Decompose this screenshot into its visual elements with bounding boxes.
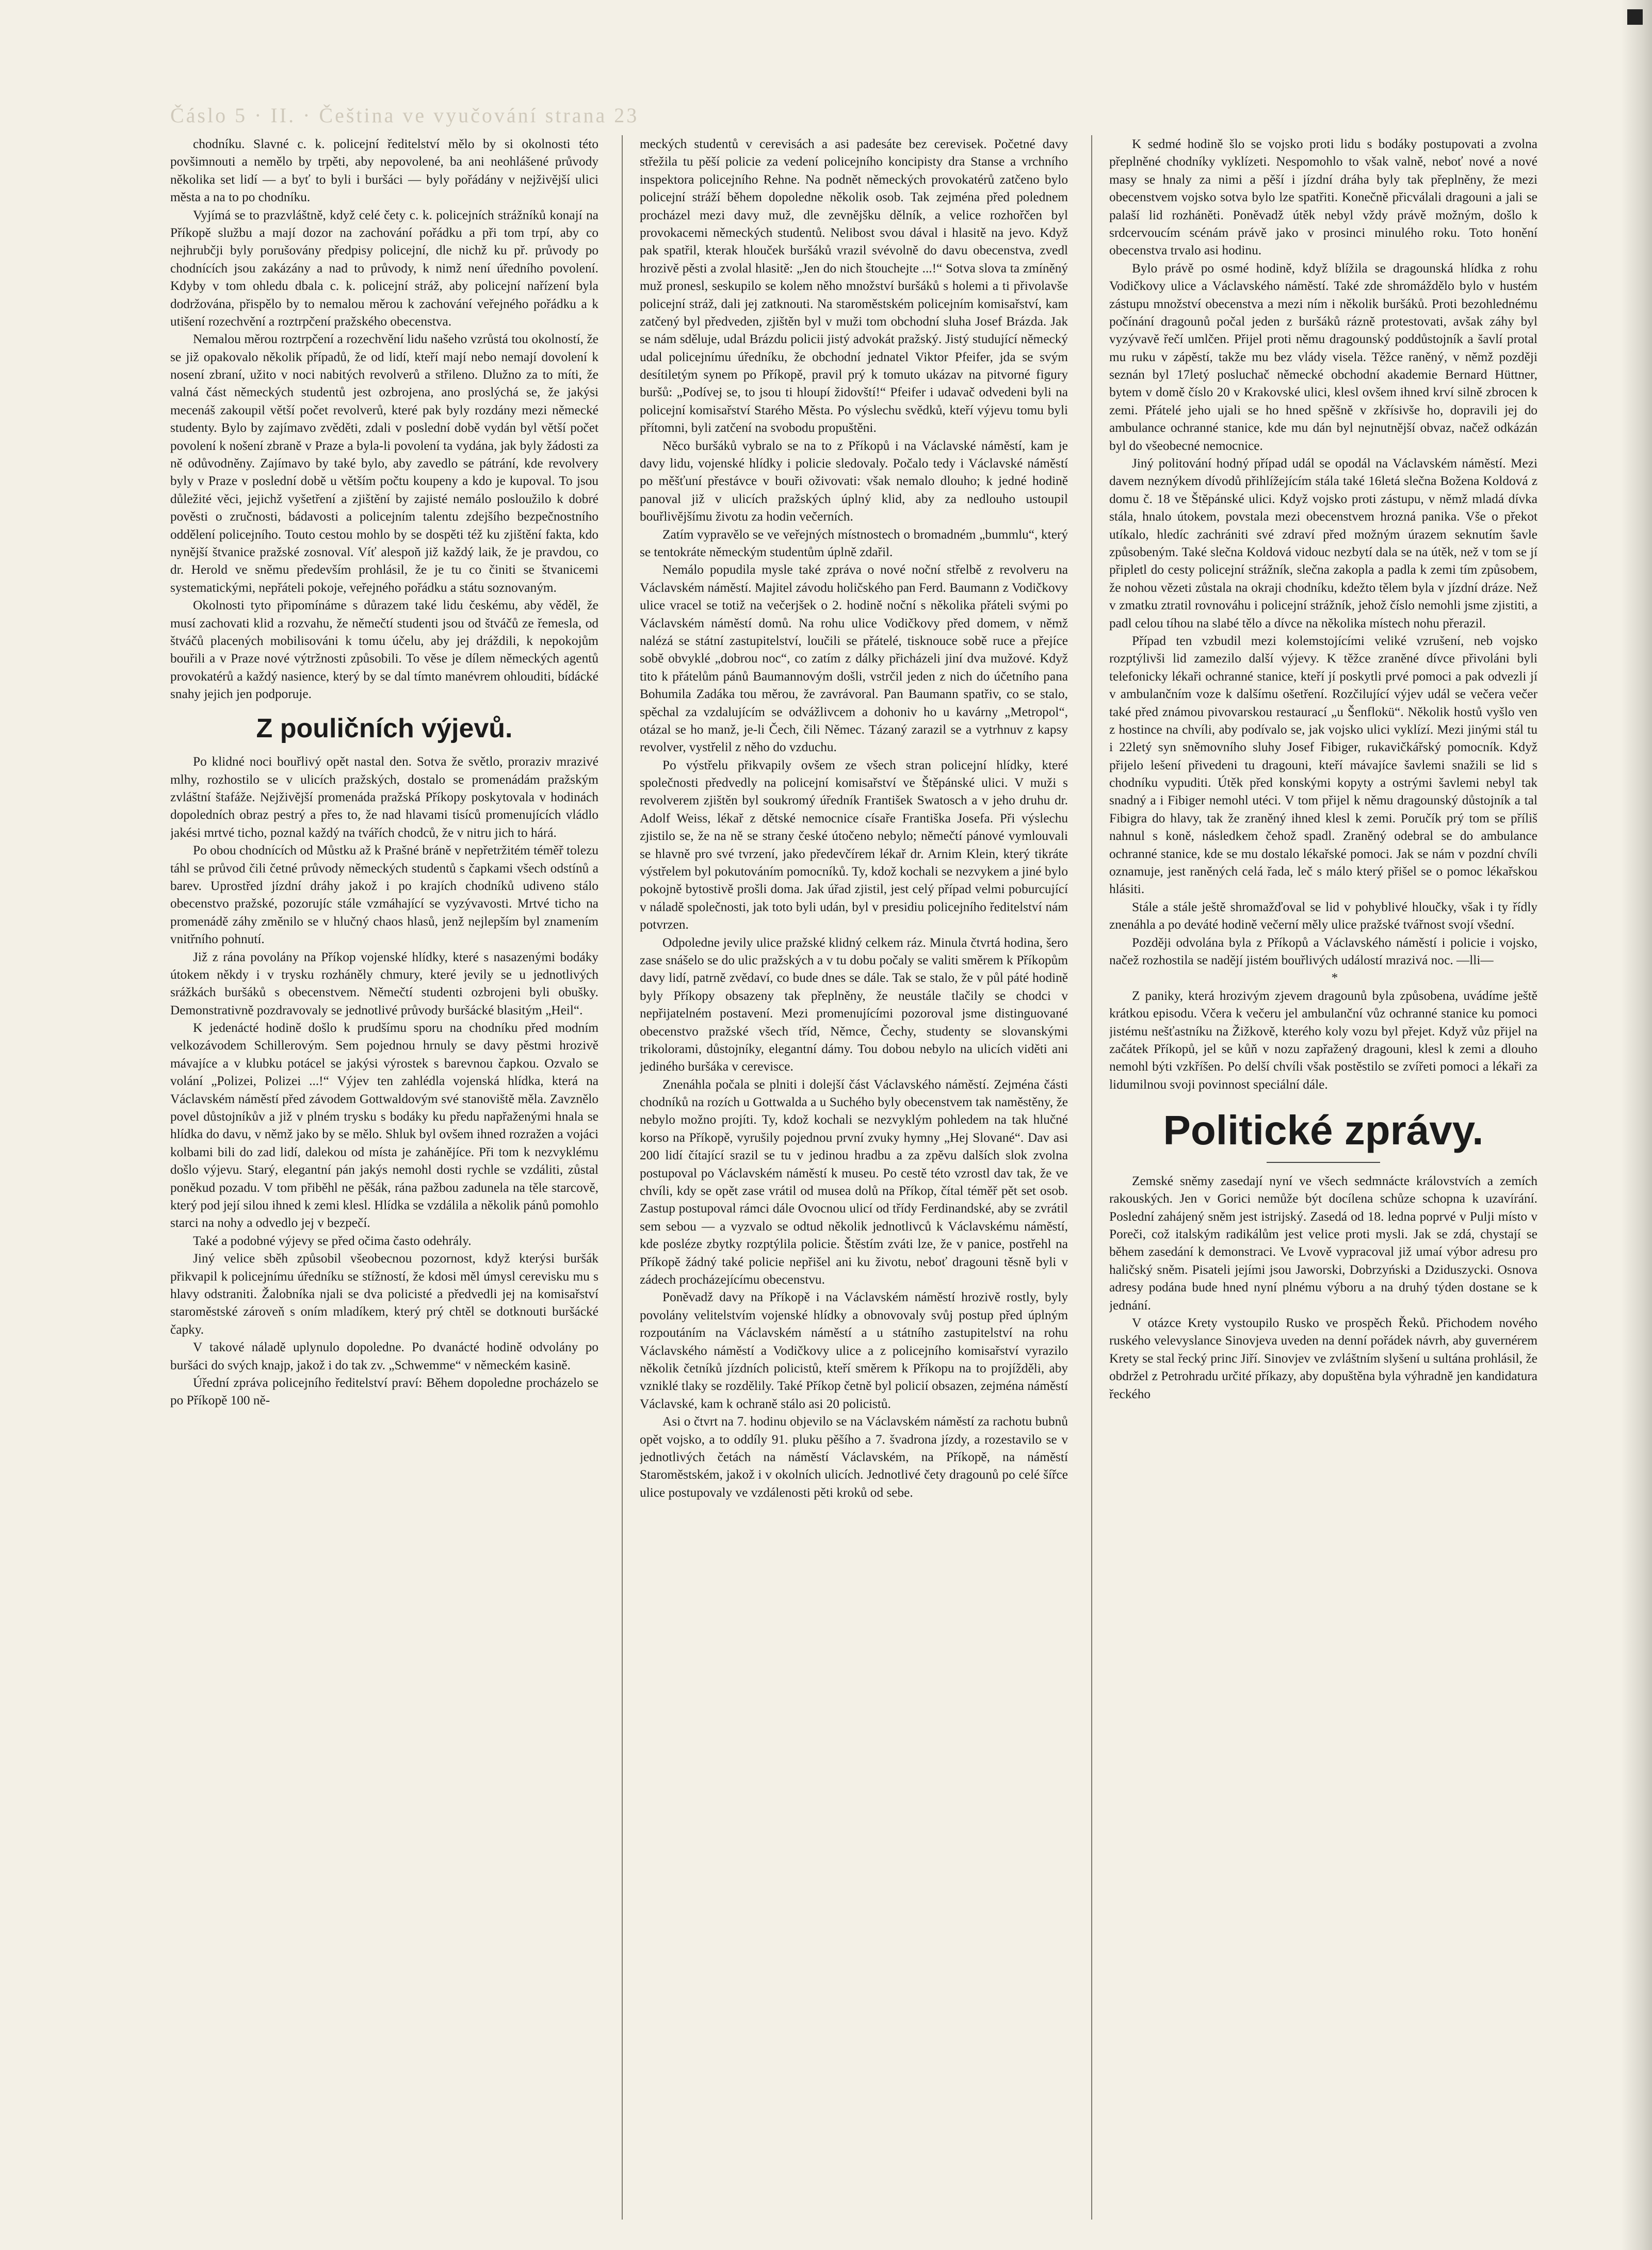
paragraph: Jiný politování hodný případ udál se opodál na Václavském náměstí. Mezi davem neznýkem dívodů přihlížejícím stála také 16letá slečna Božena Koldová z domu č. 18 ve Štěpánské ulici. Když vojsko proti zástupu, v němž mladá dívka stála, hnalo útokem, povstala mezi obecenstvem hrozná panika. Vše o překot utíkalo, hledíc zachrániti své zdraví před možným úrazem seknutím šavle způsobeným. Také slečna Koldová vidouc nezbytí dala se na útěk, než v tom se jí připletl do cesty policejní strážník, slečna zakopla a padla k zemi tím způsobem, že nohou vězeti zůstala na okraji chodníku, kdežto tělem byla v jízdní dráze. Než v zmatku ztratil rovnováhu i policejní strážník, jehož číslo nemohli jsme zjistiti, a padl celou tíhou na slabé tělo a dívce na několika místech nohu přerazil. [1109,456,1537,630]
section-heading: Politické zprávy. [1163,1107,1484,1154]
paragraph: Po obou chodnících od Můstku až k Prašné bráně v nepřetržitém téměř tolezu táhl se průvod čili četné průvody německých studentů s čapkami všech odstínů a barev. Uprostřed jízdní dráhy jakož i po krajích chodníků udiveno stálo obecenstvo pražské, pozorujíc stále vzmáhající se vyzývavosti. Mrtvé ticho na promenádě záhy změnilo se v hlučný chaos hlasů, jenž nejlepším byl znamením vnitřního pohnutí. [170,843,598,947]
paragraph: Zatím vypravělo se ve veřejných místnostech o bromadném „bummlu“, který se tentokráte německým studentům úplně zdařil. [640,527,1068,559]
column-rule [1091,135,1092,2220]
scan-corner-mark [1627,9,1643,25]
paragraph: Jiný velice sběh způsobil všeobecnou pozornost, když kterýsi buršák přikvapil k policejnímu úředníku se stížností, že kdosi měl úmysl cerevisku mu s hlavy odstraniti. Žalobníka njali se dva policisté a předvedli jej na komisařství staroměstské zároveň s oním mladíkem, který prý chtěl se dotknouti buršácké čapky. [170,1251,598,1337]
paragraph: Úřední zpráva policejního ředitelství praví: Během dopoledne procházelo se po Příkopě 100 ně- [170,1375,598,1408]
paragraph: Po klidné noci bouřlivý opět nastal den. Sotva že světlo, proraziv mrazivé mlhy, rozhostilo se v ulicích pražských, dostalo se promenádám pražským zvláštní štafáže. Nejživější promenáda pražská Příkopy poskytovala v hodinách dopoledních obraz pestrý a přes to, že nad hlavami tisíců promenujících vládlo jakési mrtvé ticho, poznal každý na tvářích chodců, že v nitru jich to hárá. [170,754,598,840]
paragraph: meckých studentů v cerevisách a asi padesáte bez cerevisek. Početné davy střežila tu pěší policie za vedení policejního koncipisty dra Stanse a vrchního inspektora policejního Rehne. Na podnět německých provokatérů zatčeno bylo policejní stráží během dopoledne několik osob. Tak zejména před polednem procházel mezi davy muž, dle zevnějšku dělník, a velice rozhořčen byl provokacemi německých studentů. Nelibost svou dával i hlasitě na jevo. Když pak spatřil, kterak hlouček buršáků vrazil svévolně do davu obecenstva, zvedl hrozivě pěsti a zvolal hlasitě: „Jen do nich štouchejte ...!“ Sotva slova ta zmíněný muž pronesl, seskupilo se kolem něho množství buršáků s holemi a ti přivolavše policejní stráž, dali jej zatknouti. Na staroměstském policejním komisařství, kam zatčený byl předveden, zjištěn byl v muži tom obchodní sluha Josef Brázda. Jak se nám sděluje, udal Brázdu policii jistý advokát pražský. Jistý studující německý udal policejnímu úředníku, že obchodní jednatel Viktor Pfeifer, jda se svým desítiletým synem po Příkopě, pravil prý k tomuto ukázav na pitvorné figury buršů: „Podívej se, to jsou ti hloupí židovští!“ Pfeifer i udavač odvedeni byli na policejní komisařství Starého Města. Po výslechu svědků, kteří výjevu tomu byli přítomni, byli zatčení na svobodu propuštěni. [640,137,1068,435]
paragraph: K jedenácté hodině došlo k prudšímu sporu na chodníku před modním velkozávodem Schillerovým. Sem pojednou hrnuly se davy pěstmi hrozivě mávajíce a v klubku potácel se jakýsi výrostek s barevnou čapkou. Ozvalo se volání „Polizei, Polizei ...!“ Výjev ten zahlédla vojenská hlídka, která na Václavském náměstí před závodem Gottwaldovým své stanoviště měla. Zavznělo povel důstojníkův a již v plném trysku s bodáky ku předu napřaženými hnala se hlídka do davu, v němž jako by se mělo. Shluk byl ovšem ihned rozražen a vojáci kolbami bili do zad lidí, dalekou od místa je zahánějíce. Při tom k nezvyklému došlo výjevu. Starý, elegantní pán jakýs nemohl dosti rychle se vzdáliti, zůstal poněkud pozadu. V tom přiběhl ne pěšák, rána pažbou zadunela na těle starcově, který pod její silou ihned k zemi klesl. Hlídka se vzdálila a několik pánů pomohlo starci na nohy a odvedlo jej v bezpečí. [170,1021,598,1231]
paragraph: Odpoledne jevily ulice pražské klidný celkem ráz. Minula čtvrtá hodina, šero zase snášelo se do ulic pražských a v tu dobu počaly se valiti směrem k Příkopům davy lidí, patrně zvědaví, co bude dnes se dále. Tak se stalo, že v půl páté hodině byly Příkopy obsazeny tak přeplněny, že neustále tlačily se chodci v nepřijatelném postavení. Mezi promenujícími pozoroval jsme distinguované obecenstvo pražské všech tříd, Němce, Čechy, studenty se slovanskými trikolorami, důstojníky, elegantní dámy. Tou dobou nebylo na ulicích viděti ani jediného buršáka v cerevisce. [640,935,1068,1074]
bleed-through-header: Čáslo 5 · II. · Čeština ve vyučování strana 23 [170,104,639,127]
scan-edge [1621,0,1652,2250]
paragraph: V otázce Krety vystoupilo Rusko ve prospěch Řeků. Přichodem nového ruského velevyslance Sinovjeva uveden na denní pořádek návrh, aby guvernérem Krety se stal řecký princ Jiří. Sinovjev ve zvláštním slyšení u sultána prohlásil, že obdržel z Petrohradu určité příkazy, aby dopuštěna byla výhradně jen kandidatura řeckého [1109,1316,1537,1401]
column-2 [640,135,1068,2220]
paragraph: Bylo právě po osmé hodině, když blížila se dragounská hlídka z rohu Vodičkovy ulice a Václavského náměstí. Také zde shromáždělo bylo v hustém zástupu množství obecenstva a mezi ním i několik buršáků. Proti bezohlednému počínání dragounů počal jeden z buršáků rázně protestovati, avšak záhy byl vyzývavě řečí umlčen. Přijel proti němu dragounský poddůstojník a šavlí protal mu ruku v zápěstí, takže mu bez vlády visela. Těžce raněný, v němž později seznán byl 17letý posluchač německé obchodní akademie Bernard Hüttner, bytem v domě číslo 20 v Krakovské ulici, klesl ovšem ihned krví silně zbrocen k zemi. Přátelé jeho ujali se ho hned spěšně v zkřísivše ho, dopravili jej do ambulance ochranné stanice, kde mu dán byl nejnutnější obvaz, načež odkázán byl do všeobecné nemocnice. [1109,261,1537,453]
column-3 [1109,135,1537,2220]
section-heading: Z pouličních výjevů. [256,713,513,743]
column-1 [170,135,598,2220]
newspaper-page [170,135,1537,2230]
separator-star: * [1331,970,1338,985]
paragraph: V takové náladě uplynulo dopoledne. Po dvanácté hodině odvolány po buršáci do svých knajp, jakož i do tak zv. „Schwemme“ v německém kasině. [170,1340,598,1372]
paragraph: Případ ten vzbudil mezi kolemstojícími veliké vzrušení, neb vojsko rozptýlivši lid zamezilo další výjevy. K těžce zraněné dívce přivoláni byli telefonicky lékaři ochranné stanice, kteří jí poskytli prvé pomoci a pak odvezli jí v ambulančním voze k dalšímu ošetření. Rozčilující výjev udál se večera večer také před známou pivovarskou restaurací „u Šenflokü“. Několik hostů vyšlo ven z hostince na chvíli, aby podívalo se, jak vojsko ulici vyklízí. Mezi jinými stál tu i 22letý syn sněmovního sluhy Josef Fibiger, rukavičkářský pomocník. Když přijelo lešení přivedeni tu dragouni, kteří mávajíce šavlemi snažili se lid s chodníku vypuditi. Útěk před konskými kopyty a ostrými šavlemi nebyl tak snadný a i Fibiger nemohl utéci. V tom přijel k němu dragounský důstojník a tal Fibigra do hlavy, tak že zraněný ihned klesl k zemi. Poručík prý tom se příliš nahnul s koně, následkem čehož spadl. Zraněný odebral se do ambulance ochranné stanice, kde se mu dostalo lékařské pomoci. Jak se nám v pozdní chvíli oznamuje, jest raněných celá řada, leč s málo který přišel se o pomoc lékařskou hlásiti. [1109,633,1537,897]
paragraph: Již z rána povolány na Příkop vojenské hlídky, které s nasazenými bodáky útokem někdy i v trysku rozháněly chmury, které jevily se u jednotlivých srážkách buršáků s obecenstvem. Němečtí studenti ozbrojeni byli obušky. Demonstrativně pozdravovaly se jednotlivé průvody buršácké blasitým „Heil“. [170,949,598,1017]
paragraph: Nemalou měrou roztrpčení a rozechvění lidu našeho vzrůstá tou okolností, že se již opakovalo několik případů, že od lidí, kteří mají nebo nemají dovolení k nosení zbraní, užito v noci nabitých revolverů a střileno. Dlužno za to míti, že valná část německých studentů jest ozbrojena, ano proslýchá se, že jakýsi mecenáš zakoupil větší počet revolverů, které pak byly rozdány mezi německé studenty. Bylo by zajímavo zvěděti, zdali v poslední době vydán byl větší počet povolení k nošení zbraně v Praze a byla-li povolení ta vydána, jak byly žádosti za ně odůvodněny. Zajímavo by také bylo, aby zavedlo se pátrání, kde revolvery byly v Praze v poslední době u větším počtu koupeny a kdo je kupoval. To jsou důležité věci, jejichž vyšetření a zjištění by zajisté nemálo posloužilo k dobré pověsti o zručnosti, bádavosti a policejním talentu zdejšího bezpečnostního oddělení policejního. Touto cestou mohlo by se dospěti též ku zjištění fakta, kdo nynější štvanice pražské zosnoval. Víť alespoň již každý laik, že je pravdou, co dr. Herold ve sněmu především prohlásil, že je tu co činiti se štvanicemi systematickými, nepřáteli pokoje, veřejného pořádku a státu soznovaným. [170,332,598,595]
paragraph: Něco buršáků vybralo se na to z Příkopů i na Václavské náměstí, kam je davy lidu, vojenské hlídky i policie sledovaly. Počalo tedy i Václavské náměstí po měšťuní přestávce v bouři oživovati: však nemalo dlouho; k jedné hodině panoval již v ulicích pražských úplný klid, aby za nedlouho ustoupil bouřlivějšímu životu za hodin večerních. [640,438,1068,524]
paragraph: Z paniky, která hrozivým zjevem dragounů byla způsobena, uvádíme ještě krátkou episodu. Včera k večeru jel ambulanční vůz ochranné stanice ku pomoci jistému nešťastníku na Žižkově, kterého koly vozu byl přejet. Když vůz přijel na začátek Příkopů, jel se kůň v nozu zapřažený dragouni, klesl k zemi a dlouho nemohl býti vzkříšen. Po delší chvíli však postěstilo se zvířeti pomoci a lékaři za lidumilnou svoji povinnost speciální dále. [1109,988,1537,1092]
paragraph: Vyjímá se to prazvláštně, když celé čety c. k. policejních strážníků konají na Příkopě službu a mají dozor na zachování pořádku a při tom trpí, aby co nejhrubčji byly porušovány předpisy policejní, dle nichž ku př. průvody po chodnících jsou zakázány a nad to průvody, k nimž není úředního povolení. Kdyby v tom ohledu dbala c. k. policejní stráž, aby policejní nařízení byla dodržována, přispělo by to nemalou měrou k zachování veřejného pořádku a k utišení rozechvění a roztrpčení pražského obecenstva. [170,207,598,329]
paragraph: Znenáhla počala se plniti i dolejší část Václavského náměstí. Zejména části chodníků na rozích u Gottwalda a u Suchého byly obecenstvem tak naměstěny, že nebylo možno projíti. Ty, kdož kochali se nezvyklým pohledem na tak hlučné korso na Příkopě, vyrušily pojednou první zvuky hymny „Hej Slované“. Dav asi 200 lidí čítající srazil se tu v jedinou hradbu a za zpěvu dalších slok zvolna postupoval po Václavském náměstí k museu. Po cestě této vzrostl dav tak, že ve chvíli, kdy se opět zase vrátil od musea dolů na Příkop, čítal téměř pět set osob. Zastup postupoval rámci dále Ovocnou ulicí od třídy Ferdinandské, aby se zvrátil sem sebou — a vyzvalo se odtud několik jednotlivců k Václavskému náměstí, kde posléze zbytky rozptýlila policie. Štěstím zváti lze, že v panice, postřehl na Příkopě žádný také policie nepřišel ani ku životu, neboť dragouni těsně byli v zádech procházejícímu obecenstvu. [640,1077,1068,1287]
paragraph: K sedmé hodině šlo se vojsko proti lidu s bodáky postupovati a zvolna přeplněné chodníky vyklízeti. Nespomohlo to však valně, neboť nové a nové masy se hnaly za nimi a pěší i jízdní dráha byly tak přeplněny, že mezi obecenstvem vojsko sotva bylo lze spatřiti. Konečně přicválali dragouni a jali se palaší lid rozháněti. Poněvadž útěk nebyl vždy právě možným, došlo k srdcervoucím scénám právě jako v prosinci minulého roku. Toto honění obecenstva trvalo asi hodinu. [1109,137,1537,258]
paragraph: Asi o čtvrt na 7. hodinu objevilo se na Václavském náměstí za rachotu bubnů opět vojsko, a to oddíly 91. pluku pěšího a 7. švadrona jízdy, a rozestavilo se v jednotlivých četách na náměstí Václavském, na Příkopě, na náměstí Staroměstském, jakož i v okolních ulicích. Jednotlivé čety dragounů po celé šířce ulice postupovaly ve vzdálenosti pěti kroků od sebe. [640,1414,1068,1500]
paragraph: Nemálo popudila mysle také zpráva o nové noční střelbě z revolveru na Václavském náměstí. Majitel závodu holičského pan Ferd. Baumann z Vodičkovy ulice vracel se totiž na večerjšek o 2. hodině noční s několika přáteli svými po Václavském náměstí domů. Na rohu ulice Vodičkovy před domem, v němž nalézá se státní zastupitelství, loučili se přátelé, tisknouce sobě ruce a přejíce sobě obvyklé „dobrou noc“, co zatím z dálky přicházeli jiní dva mužové. Když tito k přátelům pánů Baumannovým došli, vstrčil jeden z nich do účetního pana Bohumila Zadáka tou měrou, že zavrávoral. Pan Baumann spatřiv, co se stalo, spěchal za vzdalujícím se odvážlivcem a dohoniv ho u kavárny „Metropol“, otázal se ho manž, je-li Čech, čili Němec. Tázaný zarazil se a vytrhnuv z kapsy revolver, vystřelil z něho do vzduchu. [640,562,1068,755]
paragraph: chodníku. Slavné c. k. policejní ředitelství mělo by si okolnosti této povšimnouti a nemělo by trpěti, aby nepovolené, ba ani neohlášené průvody několika set lidí — a byť to byli i buršáci — byly pořádány v nejživější ulici města a na to po chodníku. [170,137,598,205]
paragraph: Také a podobné výjevy se před očima často odehrály. [193,1233,472,1248]
paragraph: Poněvadž davy na Příkopě i na Václavském náměstí hrozivě rostly, byly povolány velitelstvím vojenské hlídky a obnovovaly svůj postup před úplným rozpoutáním na Václavském náměstí a u státního zastupitelství na rohu Václavského náměstí a Vodičkovy ulice a z policejního komisařství vyrazilo několik četníků jízdních policistů, kteří směrem k Příkopu na to projížděli, aby vzniklé tlaky se rozdělily. Také Příkop četně byl policií obsazen, zejména náměstí Václavské, kam k ochraně stálo asi 20 policistů. [640,1290,1068,1411]
paragraph: Po výstřelu přikvapily ovšem ze všech stran policejní hlídky, které společnosti předvedly na policejní komisařství ve Štěpánské ulici. V muži s revolverem zjištěn byl soukromý úředník František Swatosch a v jeho druhu dr. Adolf Weiss, lékař z dětské nemocnice císaře Františka Josefa. Při výslechu zjistilo se, že na ně se strany české útočeno nebylo; němečtí pánové vymlouvali se hlavně pro své tvrzení, jako předevčírem lékař dr. Arnim Klein, který tikráte výstřelem byl pokutováním pomocníků. Ty, kdož kochali se nezvykem a jiné bylo pokojně bytostivě prošli doma. Jak úřad zjistil, jest celý případ velmi poburcující v náladě společnosti, jak toto byli udán, byl v presidiu policejního ředitelství nám potvrzen. [640,757,1068,932]
paragraph: Zemské sněmy zasedají nyní ve všech sedmnácte královstvích a zemích rakouských. Jen v Gorici nemůže být docílena schůze schopna k uzavírání. Poslední zahájený sněm jest istrijský. Zasedá od 18. ledna poprvé v Pulji místo v Poreči, což italským radikálům jest velice proti mysli. Jak se zdá, chystají se během zasedání k demonstraci. Ve Lvově vypracoval již umaí výbor adresu pro haličský sněm. Pisateli jejími jsou Jaworski, Dobrzyński a Dziduszycki. Osnova adresy podána bude hned nyní plnému výboru a na druhý týden dostane se k jednání. [1109,1173,1537,1313]
paragraph: Stále a stále ještě shromažďoval se lid v pohyblivé hloučky, však i ty řídly znenáhla a po deváté hodině večerní měly ulice pražské tvářnost svojí všední. [1109,899,1537,932]
paragraph: Později odvolána byla z Příkopů a Václavského náměstí i policie i vojsko, načež rozhostila se nadějí jistém bouřlivých událostí mrazivá noc. —lli— [1109,935,1537,967]
heading-rule [1267,1162,1380,1163]
column-rule [622,135,623,2220]
paragraph: Okolnosti tyto připomínáme s důrazem také lidu českému, aby věděl, že musí zachovati klid a rozvahu, že němečtí studenti jsou od štváčů ze řemesla, od štváčů placených mobilisováni k tomu účelu, aby jej dráždili, k nepokojům bouřili a v Praze nové výtržnosti způsobili. To věse je dílem německých agentů provokatérů a každý nasience, který by se dal tímto manévrem ohlouditi, bídácké snahy jejich jen podporuje. [170,598,598,702]
